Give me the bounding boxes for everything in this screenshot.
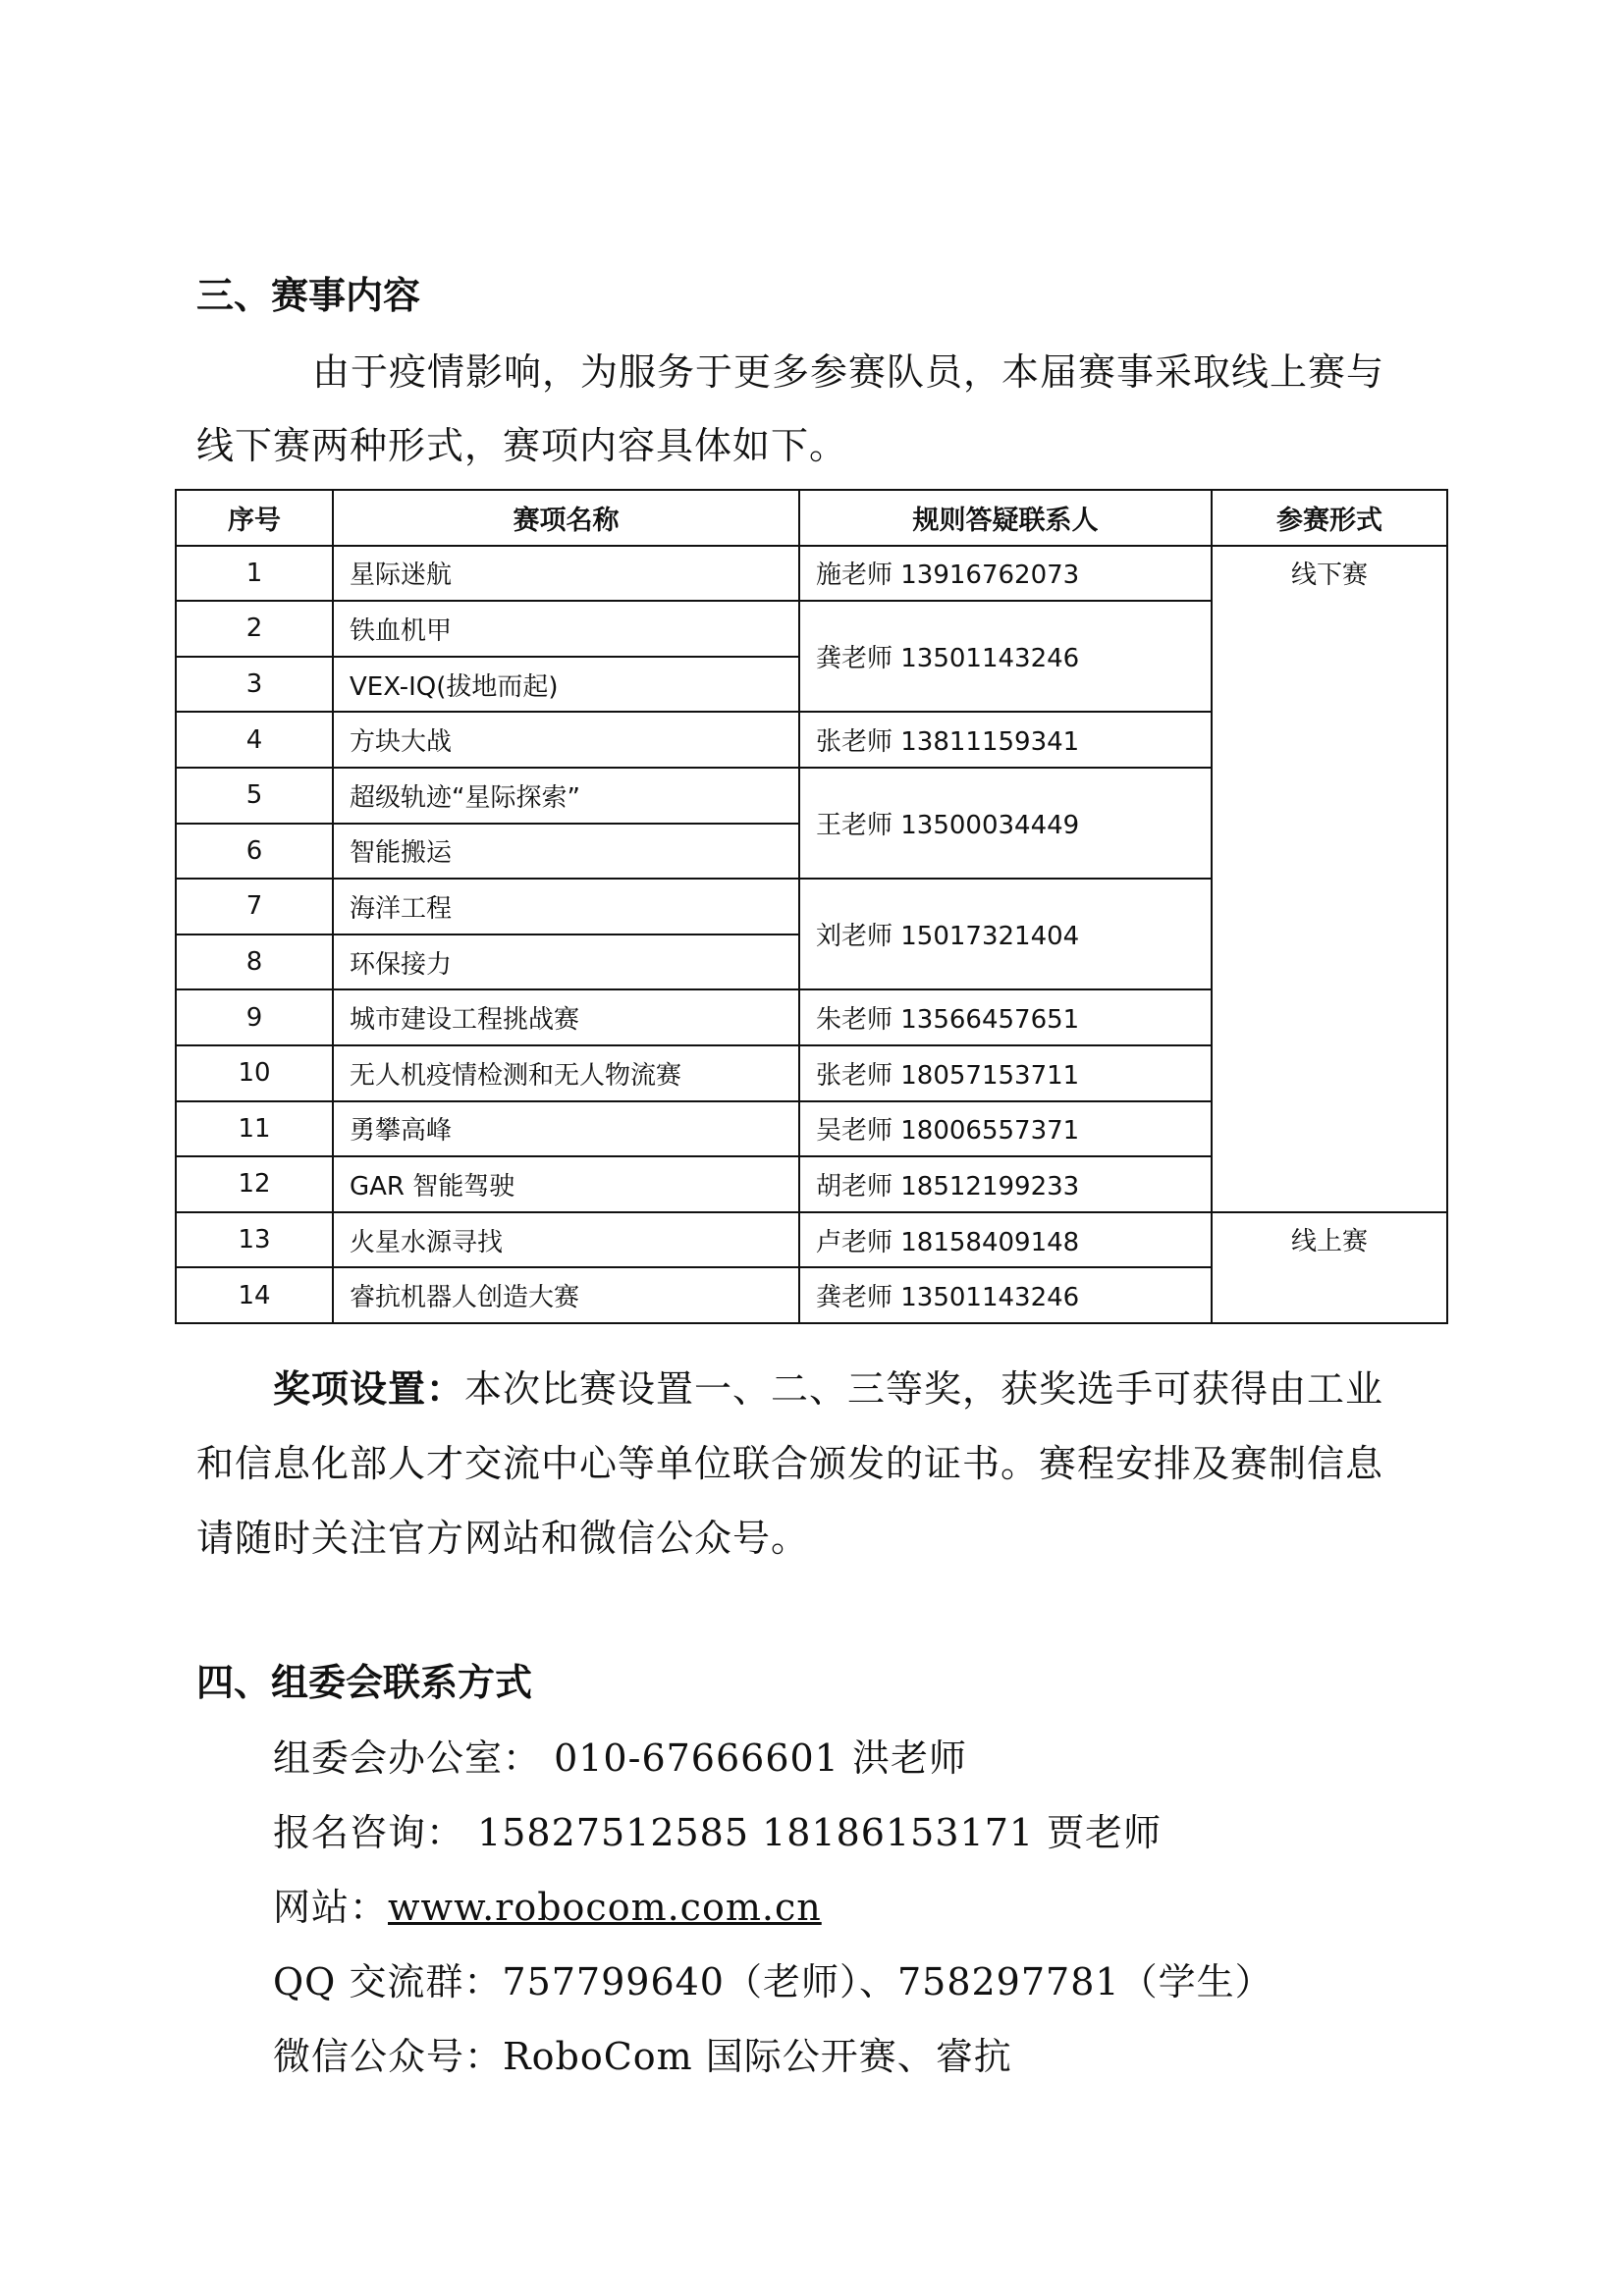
row-format-online: 线上赛 [1212, 1212, 1447, 1323]
row-event-name: 城市建设工程挑战赛 [333, 989, 799, 1045]
table-row [176, 1212, 1447, 1268]
row-no: 13 [176, 1212, 333, 1268]
row-no: 3 [176, 657, 333, 713]
row-contact: 朱老师 13566457651 [799, 989, 1212, 1045]
events-table [175, 489, 1448, 1324]
row-no: 10 [176, 1045, 333, 1101]
awards-line-1 [273, 1359, 1383, 1413]
row-event-name: 海洋工程 [333, 879, 799, 934]
row-contact: 胡老师 18512199233 [799, 1156, 1212, 1212]
row-no: 12 [176, 1156, 333, 1212]
row-no: 6 [176, 824, 333, 880]
row-contact: 龚老师 13501143246 [799, 1267, 1212, 1323]
row-no: 7 [176, 879, 333, 934]
website-line [273, 1877, 822, 1931]
row-event-name: 星际迷航 [333, 546, 799, 602]
qq-group: QQ 交流群：757799640（老师）、758297781（学生） [273, 1960, 1273, 2003]
row-no: 8 [176, 934, 333, 990]
awards-line-3: 请随时关注官方网站和微信公众号。 [196, 1517, 810, 1560]
header-format: 参赛形式 [1212, 490, 1447, 546]
row-no: 1 [176, 546, 333, 602]
row-event-name: 超级轨迹“星际探索” [333, 768, 799, 824]
row-event-name: 环保接力 [333, 934, 799, 990]
row-event-name: VEX-IQ(拔地而起) [333, 657, 799, 713]
row-no: 5 [176, 768, 333, 824]
row-event-name: 勇攀高峰 [333, 1101, 799, 1157]
row-format-offline: 线下赛 [1212, 546, 1447, 1212]
website-link[interactable]: www.robocom.com.cn [388, 1886, 822, 1929]
row-contact: 张老师 18057153711 [799, 1045, 1212, 1101]
row-event-name: 铁血机甲 [333, 601, 799, 657]
row-contact: 吴老师 18006557371 [799, 1101, 1212, 1157]
row-contact: 王老师 13500034449 [799, 768, 1212, 879]
awards-line-2: 和信息化部人才交流中心等单位联合颁发的证书。赛程安排及赛制信息 [196, 1442, 1384, 1485]
row-event-name: 智能搬运 [333, 824, 799, 880]
row-contact: 刘老师 15017321404 [799, 879, 1212, 989]
section-3-heading: 三、赛事内容 [196, 273, 421, 317]
table-row [176, 546, 1447, 602]
row-event-name: 无人机疫情检测和无人物流赛 [333, 1045, 799, 1101]
row-event-name: 方块大战 [333, 712, 799, 768]
header-no: 序号 [176, 490, 333, 546]
row-event-name: 火星水源寻找 [333, 1212, 799, 1268]
row-contact: 卢老师 18158409148 [799, 1212, 1212, 1268]
intro-line-1: 由于疫情影响，为服务于更多参赛队员，本届赛事采取线上赛与 [312, 350, 1385, 394]
row-no: 11 [176, 1101, 333, 1157]
office-contact: 组委会办公室： 010-67666601 洪老师 [273, 1736, 967, 1780]
table-header-row [176, 490, 1447, 546]
section-4-heading: 四、组委会联系方式 [196, 1660, 533, 1704]
row-no: 9 [176, 989, 333, 1045]
row-contact: 龚老师 13501143246 [799, 601, 1212, 712]
intro-line-2: 线下赛两种形式，赛项内容具体如下。 [196, 424, 848, 467]
row-no: 2 [176, 601, 333, 657]
row-no: 14 [176, 1267, 333, 1323]
row-event-name: GAR 智能驾驶 [333, 1156, 799, 1212]
wechat-account: 微信公众号：RoboCom 国际公开赛、睿抗 [273, 2035, 1012, 2078]
row-event-name: 睿抗机器人创造大赛 [333, 1267, 799, 1323]
row-contact: 张老师 13811159341 [799, 712, 1212, 768]
row-no: 4 [176, 712, 333, 768]
header-contact: 规则答疑联系人 [799, 490, 1212, 546]
awards-text-1: 本次比赛设置一、二、三等奖，获奖选手可获得由工业 [464, 1367, 1384, 1411]
website-label: 网站： [273, 1886, 389, 1929]
awards-label: 奖项设置： [273, 1366, 465, 1411]
registration-contact: 报名咨询： 15827512585 18186153171 贾老师 [273, 1811, 1163, 1854]
header-event-name: 赛项名称 [333, 490, 799, 546]
row-contact: 施老师 13916762073 [799, 546, 1212, 602]
